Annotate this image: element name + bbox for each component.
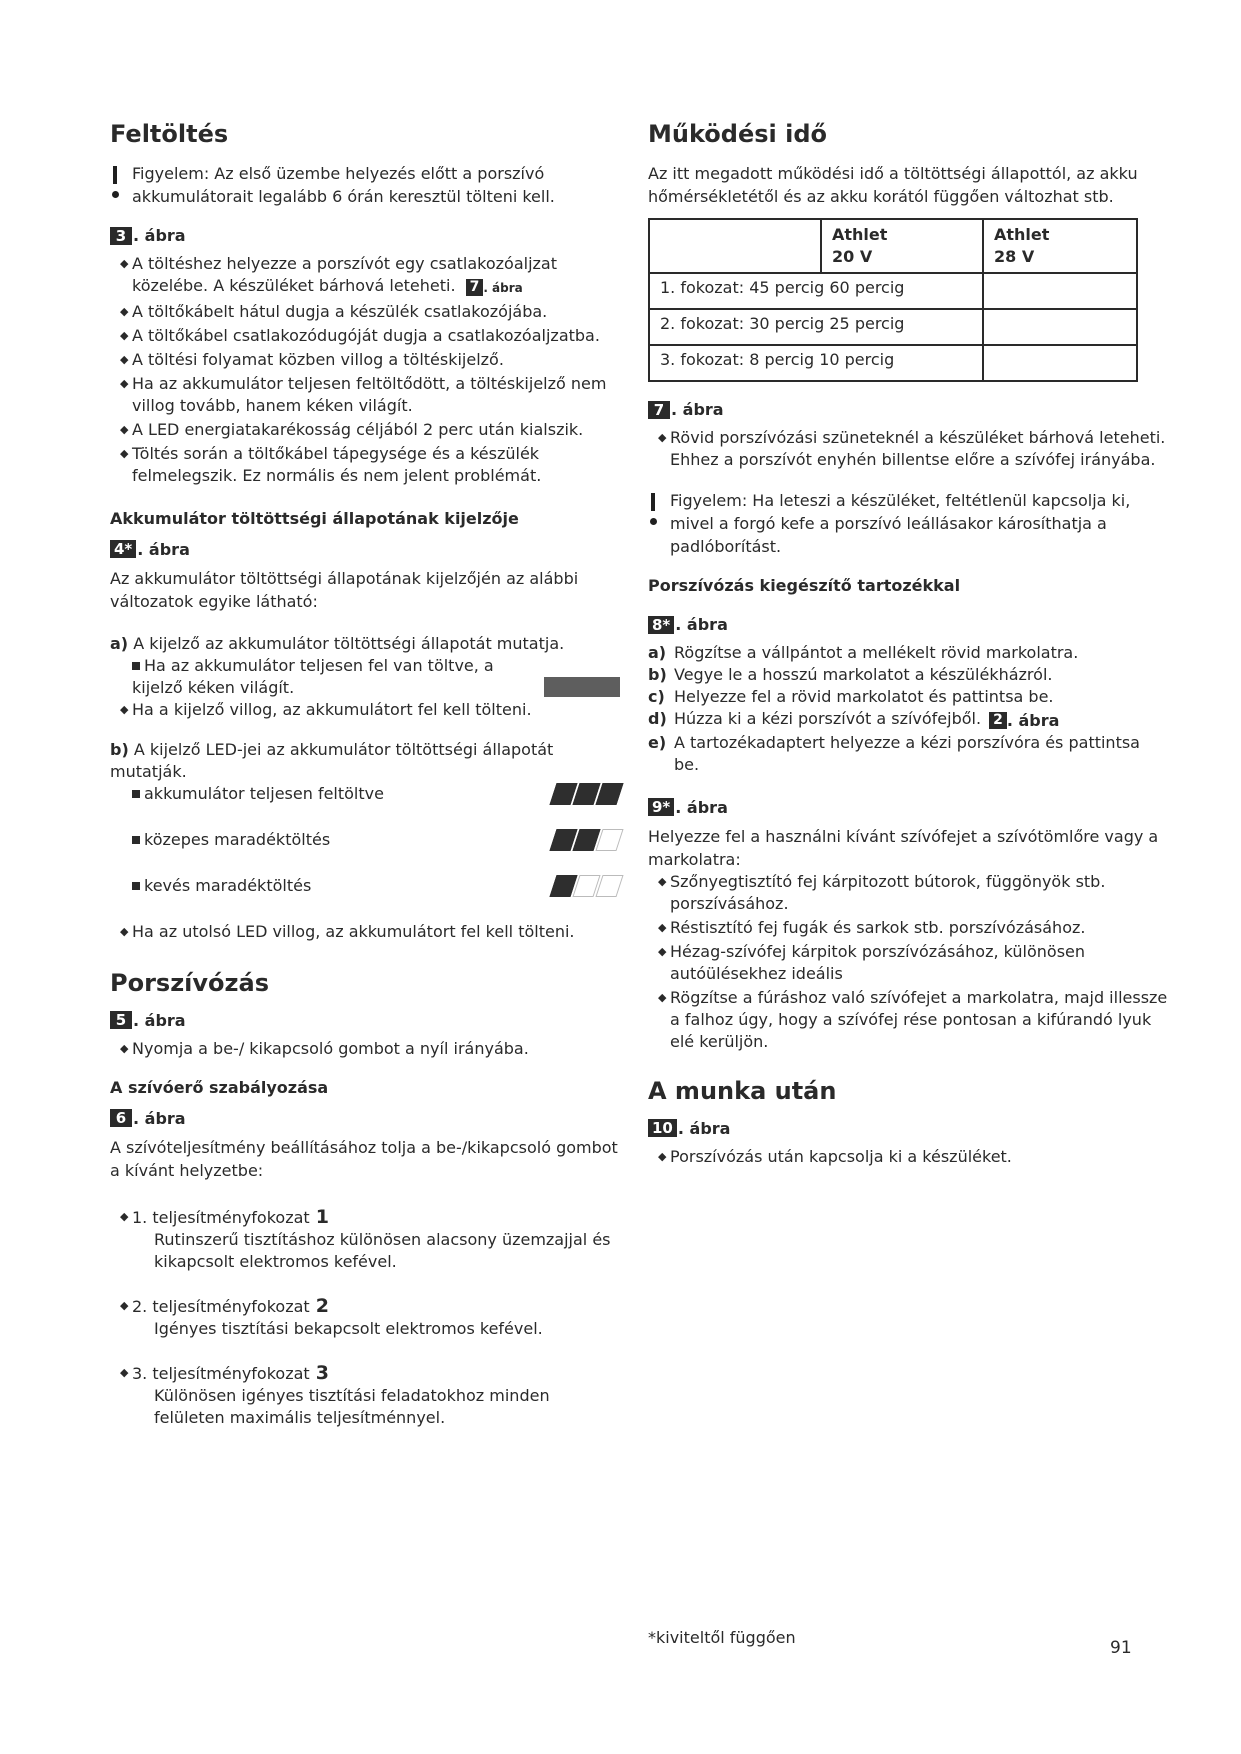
suction-intro: A szívóteljesítmény beállításához tolja a be-/kikapcsoló gombot a kívánt helyzetbe: <box>110 1137 618 1180</box>
accessories-heading: Porszívózás kiegészítő tartozékkal <box>648 576 961 595</box>
figure-number: 3 <box>110 227 132 245</box>
after-heading: A munka után <box>648 1076 837 1105</box>
figure-number: 8* <box>648 616 674 634</box>
list-item: ◆ Töltés során a töltőkábel tápegysége és a készülék felmelegszik. Ez normális és nem jelent problémát. <box>132 443 620 487</box>
square-bullet-icon <box>132 836 140 844</box>
runtime-warning-text: Figyelem: Ha leteszi a készüléket, feltétlenül kapcsolja ki, mivel a forgó kefe a porszívó leállásakor károsíthatja a padlóborítást. <box>670 491 1131 556</box>
battery-level-icon <box>553 783 620 803</box>
nozzle-intro: Helyezze fel a használni kívánt szívófejet a szívótömlőre vagy a markolatra: <box>648 826 1159 869</box>
suction-heading: A szívóerő szabályozása <box>110 1077 329 1097</box>
charging-warning <box>110 162 620 208</box>
left-column <box>110 120 620 1429</box>
list-item: ◆ A töltőkábel csatlakozódugóját dugja a csatlakozóaljzatba. <box>132 325 620 347</box>
figure-number: 5 <box>110 1011 132 1029</box>
power-level-3: ◆ 3. teljesítményfokozat 3 Különösen igényes tisztítási feladatokhoz minden felületen maximális teljesítménnyel. <box>132 1362 620 1429</box>
accessories-steps <box>648 642 1168 776</box>
list-item: d) Húzza ki a kézi porszívót a szívófejből. 2 . ábra <box>648 709 1060 730</box>
list-item: ◆ A töltési folyamat közben villog a töltéskijelző. <box>132 349 620 371</box>
list-item: c) Helyezze fel a rövid markolatot és pattintsa be. <box>648 687 1054 706</box>
runtime-intro: Az itt megadott működési idő a töltöttségi állapottól, az akku hőmérsékletétől és az akku korától függően változhat stb. <box>648 164 1138 206</box>
figure-ref-7: 7 . ábra <box>648 400 1168 419</box>
table-header: Athlet 20 V <box>821 219 983 273</box>
figure-ref-4: 4* . ábra <box>110 540 620 559</box>
table-row: 3. fokozat: 8 percig 10 percig <box>649 345 1137 381</box>
battery-level-icon <box>553 875 620 895</box>
list-item: ◆ Rögzítse a fúráshoz való szívófejet a markolatra, majd illessze a falhoz úgy, hogy a szívófej rése pontosan a kifúrandó lyuk elé kerüljön. <box>670 987 1168 1053</box>
battery-level-icon <box>553 829 620 849</box>
charging-bullets <box>132 253 620 487</box>
power-level-1: ◆ 1. teljesítményfokozat 1 Rutinszerű tisztításhoz különösen alacsony üzemzajjal és kikapcsolt elektromos kefével. <box>132 1206 620 1273</box>
option-a: a) A kijelző az akkumulátor töltöttségi állapotát mutatja. <box>110 633 565 653</box>
list-item: ◆ A LED energiatakarékosság céljából 2 perc után kialszik. <box>132 419 620 441</box>
figure-number: 10 <box>648 1119 677 1137</box>
figure-ref-7-inline: 7 . ábra <box>466 277 523 299</box>
power-level-2: ◆ 2. teljesítményfokozat 2 Igényes tisztítási bekapcsolt elektromos kefével. <box>132 1295 620 1340</box>
footnote: *kiviteltől függően <box>648 1628 796 1647</box>
battery-section <box>110 509 620 943</box>
runtime-heading: Működési idő <box>648 120 827 148</box>
vacuum-heading: Porszívózás <box>110 968 269 997</box>
list-item: b) Vegye le a hosszú markolatot a készülékházról. <box>648 665 1053 684</box>
battery-level-row: akkumulátor teljesen feltöltve <box>110 783 620 829</box>
list-item: ◆ Réstisztító fej fugák és sarkok stb. porszívózásához. <box>670 917 1168 939</box>
option-a-sub1: Ha az akkumulátor teljesen fel van töltve, a kijelző kéken világít. <box>110 655 620 699</box>
list-item: ◆ Hézag-szívófej kárpitok porszívózásához, különösen autóülésekhez ideális <box>670 941 1168 985</box>
charging-heading: Feltöltés <box>110 120 229 148</box>
square-bullet-icon <box>132 790 140 798</box>
option-a-sub2 <box>132 699 620 721</box>
list-item: ◆ Nyomja a be-/ kikapcsoló gombot a nyíl irányába. <box>132 1038 620 1060</box>
battery-level-row: közepes maradéktöltés <box>110 829 620 875</box>
list-item: ◆ Ha az akkumulátor teljesen feltöltődött, a töltéskijelző nem villog tovább, hanem kéken világít. <box>132 373 620 417</box>
warning-icon <box>648 489 658 558</box>
figure-number: 4* <box>110 540 136 558</box>
figure-ref-9: 9* . ábra <box>648 798 1168 817</box>
option-b-last <box>132 921 620 943</box>
list-item: ◆ A töltőkábelt hátul dugja a készülék csatlakozójába. <box>132 301 620 323</box>
runtime-table <box>648 218 1138 382</box>
figure-number: 9* <box>648 798 674 816</box>
figure-ref-2-inline: 2 . ábra <box>989 710 1059 732</box>
table-header: Athlet 28 V <box>983 219 1137 273</box>
figure-number: 6 <box>110 1109 132 1127</box>
after-section <box>648 1077 1168 1168</box>
table-row: 2. fokozat: 30 percig 25 percig <box>649 309 1137 345</box>
figure-ref-3: 3 . ábra <box>110 226 620 245</box>
list-item: ◆ Ha a kijelző villog, az akkumulátort fel kell tölteni. <box>132 699 620 721</box>
battery-intro: Az akkumulátor töltöttségi állapotának kijelzőjén az alábbi változatok egyike látható: <box>110 568 579 611</box>
list-item: ◆ A töltéshez helyezze a porszívót egy csatlakozóaljzat közelébe. A készüléket bárhová leteheti. 7 . ábra <box>132 253 620 299</box>
battery-level-row: kevés maradéktöltés <box>110 875 620 921</box>
list-item: ◆ Ha az utolsó LED villog, az akkumulátort fel kell tölteni. <box>132 921 620 943</box>
battery-heading: Akkumulátor töltöttségi állapotának kijelzője <box>110 508 519 528</box>
vacuum-section <box>110 969 620 1060</box>
figure-number: 7 <box>648 401 670 419</box>
square-bullet-icon <box>132 662 140 670</box>
figure-ref-5: 5 . ábra <box>110 1011 620 1030</box>
figure-ref-6: 6 . ábra <box>110 1109 620 1128</box>
runtime-warning <box>648 489 1168 558</box>
option-b: b) A kijelző LED-jei az akkumulátor töltöttségi állapotát mutatják. <box>110 739 554 781</box>
figure-ref-10: 10 . ábra <box>648 1119 1168 1138</box>
list-item: e) A tartozékadaptert helyezze a kézi porszívóra és pattintsa be. <box>648 732 1140 774</box>
table-row: 1. fokozat: 45 percig 60 percig <box>649 273 1137 309</box>
list-item: ◆ Porszívózás után kapcsolja ki a készüléket. <box>670 1146 1168 1168</box>
battery-indicator-full-bar-icon <box>544 677 620 697</box>
page-number: 91 <box>1110 1638 1132 1658</box>
nozzle-bullets <box>670 871 1168 1053</box>
list-item: ◆ Szőnyegtisztító fej kárpitozott bútorok, függönyök stb. porszívásához. <box>670 871 1168 915</box>
square-bullet-icon <box>132 882 140 890</box>
list-item: a) Rögzítse a vállpántot a mellékelt rövid markolatra. <box>648 643 1079 662</box>
list-item: ◆ Rövid porszívózási szüneteknél a készüléket bárhová leteheti. Ehhez a porszívót enyhén billentse előre a szívófej irányába. <box>670 427 1168 471</box>
charging-warning-text: Figyelem: Az első üzembe helyezés előtt a porszívó akkumulátorait legalább 6 órán keresztül tölteni kell. <box>132 164 555 206</box>
figure-ref-8: 8* . ábra <box>648 615 1168 634</box>
right-column <box>648 120 1168 1170</box>
warning-icon <box>110 162 120 208</box>
suction-section <box>110 1078 620 1429</box>
